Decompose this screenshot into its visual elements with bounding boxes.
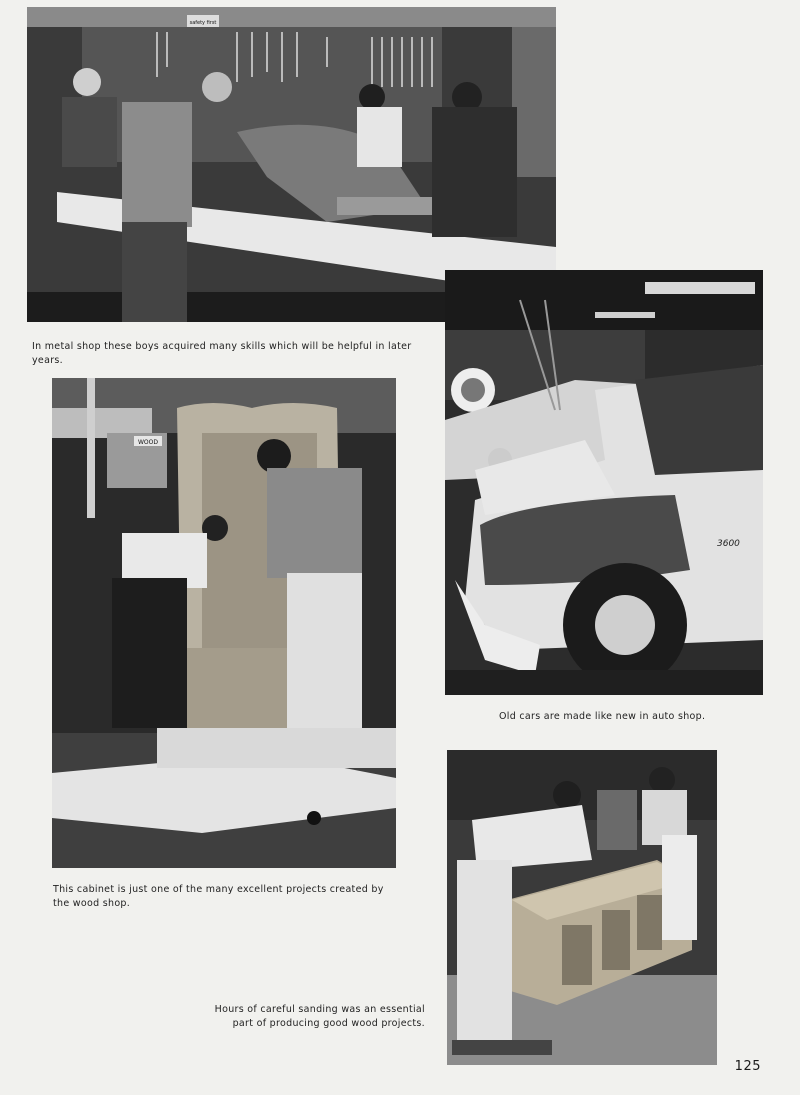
page-number: 125 xyxy=(734,1059,761,1074)
metal-shop-caption: In metal shop these boys acquired many skills which will be helpful in later years. xyxy=(32,341,412,366)
sanding-photo xyxy=(447,750,717,1065)
auto-shop-photo xyxy=(445,270,763,695)
wood-shop-sign: WOOD xyxy=(138,439,158,446)
safety-first-sign: safety first xyxy=(189,20,217,26)
auto-shop-caption: Old cars are made like new in auto shop. xyxy=(499,711,706,722)
truck-badge: 3600 xyxy=(717,539,740,549)
sanding-caption: Hours of careful sanding was an essential part of producing good wood projects. xyxy=(214,1004,425,1029)
wood-shop-caption: This cabinet is just one of the many excellent projects created by the wood shop. xyxy=(53,884,384,909)
wood-shop-cabinet-photo xyxy=(52,378,396,868)
